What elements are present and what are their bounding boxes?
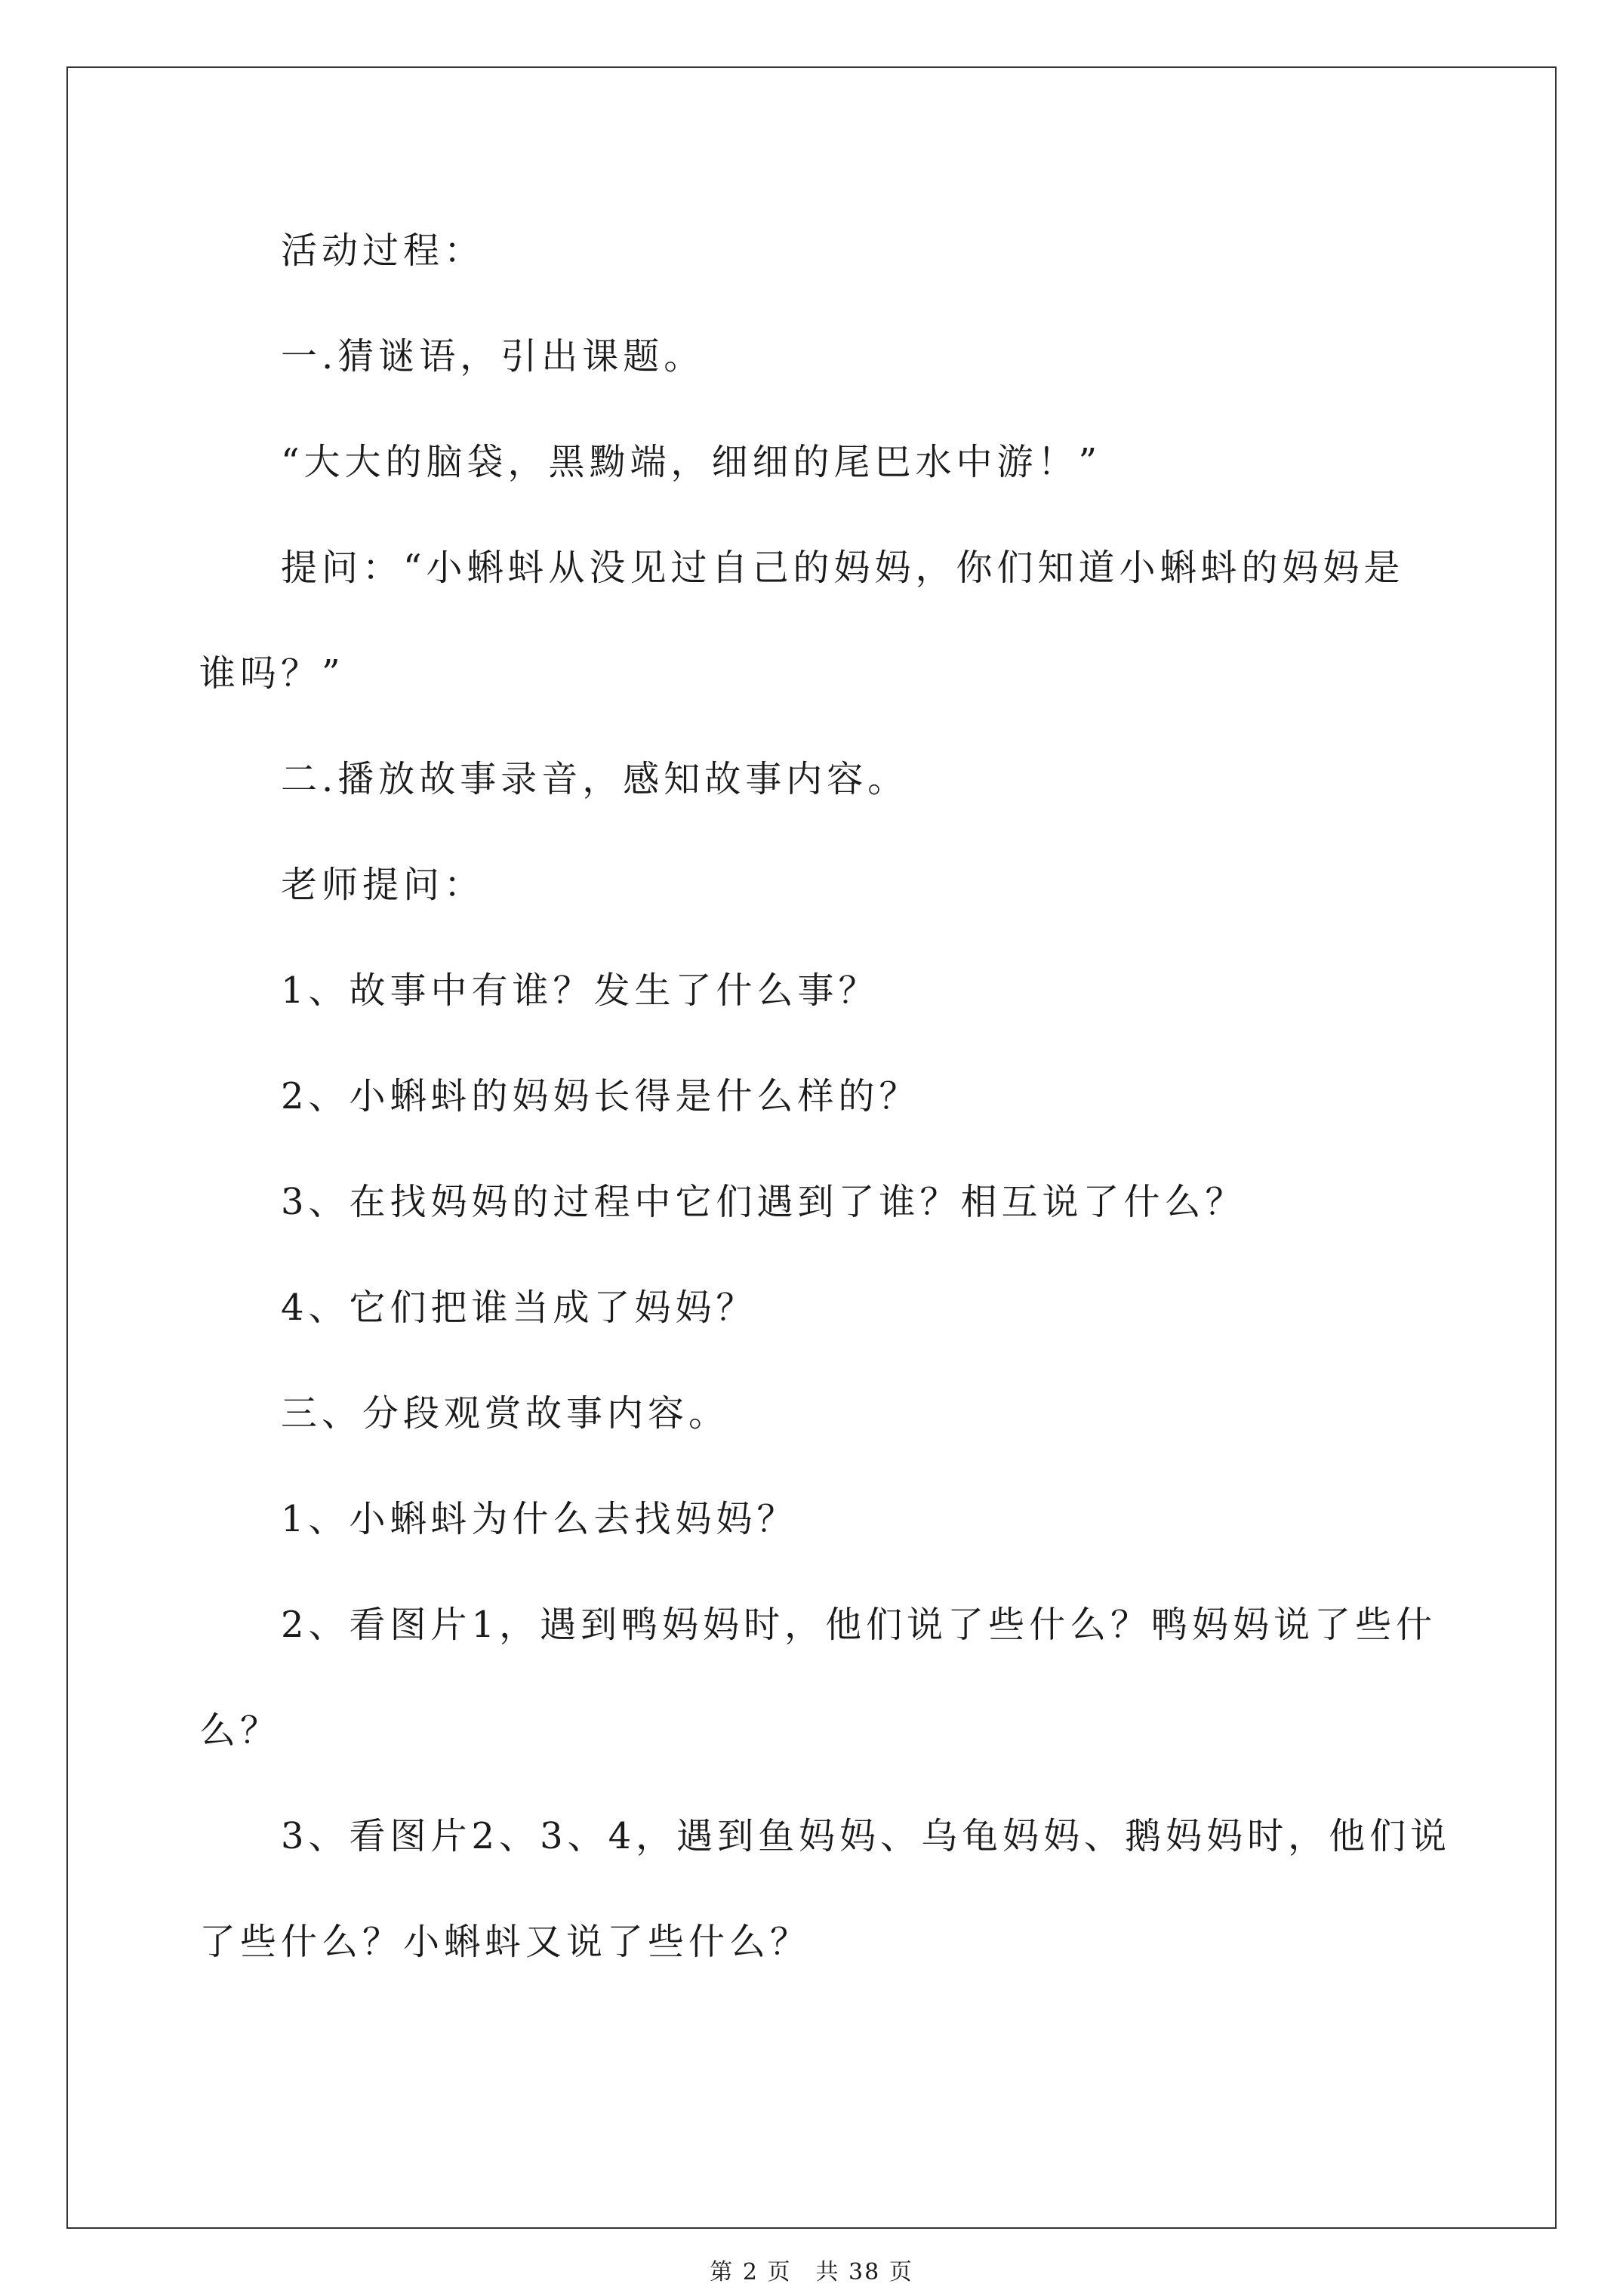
list-item: 3、在找妈妈的过程中它们遇到了谁？相互说了什么？ xyxy=(281,1181,1246,1223)
paragraph-question-line2: 谁吗？” xyxy=(199,652,345,695)
paragraph-section-two: 二.播放故事录音，感知故事内容。 xyxy=(281,758,909,800)
list-item-continuation: 了些什么？小蝌蚪又说了些什么？ xyxy=(199,1921,812,1963)
list-item: 1、小蝌蚪为什么去找妈妈？ xyxy=(281,1498,798,1540)
paragraph-activity-process: 活动过程： xyxy=(281,230,485,272)
list-item: 2、看图片1，遇到鸭妈妈时，他们说了些什么？鸭妈妈说了些什 xyxy=(281,1604,1437,1646)
page-number: 第 2 页 共 38 页 xyxy=(710,2259,913,2285)
list-item: 1、故事中有谁？发生了什么事？ xyxy=(281,969,879,1012)
paragraph-section-one: 一.猜谜语，引出课题。 xyxy=(281,335,705,378)
paragraph-section-three: 三、分段观赏故事内容。 xyxy=(281,1392,730,1435)
list-item: 2、小蝌蚪的妈妈长得是什么样的？ xyxy=(281,1075,920,1117)
paragraph-question-line1: 提问：“小蝌蚪从没见过自己的妈妈，你们知道小蝌蚪的妈妈是 xyxy=(281,547,1405,589)
page-border xyxy=(66,66,1557,2229)
paragraph-riddle: “大大的脑袋，黑黝端，细细的尾巴水中游！” xyxy=(281,441,1102,483)
paragraph-teacher-asks: 老师提问： xyxy=(281,864,485,906)
list-item: 4、它们把谁当成了妈妈？ xyxy=(281,1287,757,1329)
list-item: 3、看图片2、3、4，遇到鱼妈妈、乌龟妈妈、鹅妈妈时，他们说 xyxy=(281,1815,1452,1857)
list-item-continuation: 么？ xyxy=(199,1709,282,1752)
